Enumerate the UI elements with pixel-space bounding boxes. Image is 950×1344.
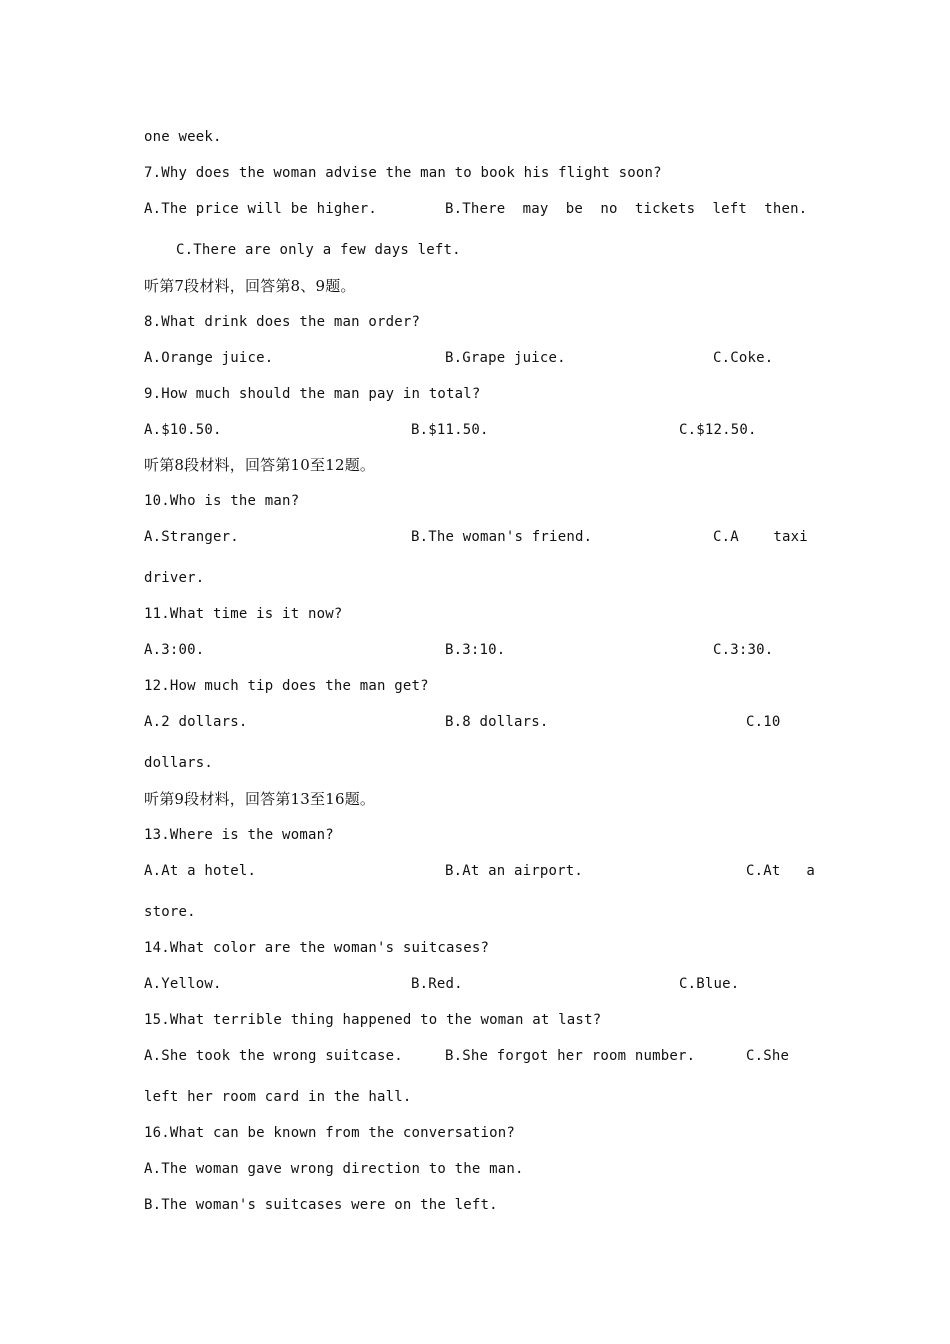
q14-option-c: C.Blue. bbox=[679, 976, 740, 992]
q7-option-a: A.The price will be higher. bbox=[144, 201, 377, 217]
q11-option-b: B.3:10. bbox=[445, 642, 506, 658]
q7-option-c: C.There are only a few days left. bbox=[176, 242, 461, 258]
q9-option-a: A.$10.50. bbox=[144, 422, 222, 438]
q14-option-a: A.Yellow. bbox=[144, 976, 222, 992]
q9-option-b: B.$11.50. bbox=[411, 422, 489, 438]
q14-option-b: B.Red. bbox=[411, 976, 463, 992]
question-9: 9.How much should the man pay in total? bbox=[144, 386, 481, 402]
q15-option-b: B.She forgot her room number. bbox=[445, 1048, 696, 1064]
q13-option-a: A.At a hotel. bbox=[144, 863, 257, 879]
section-8-instruction: 听第8段材料，回答第10至12题。 bbox=[144, 456, 376, 474]
q13-option-b: B.At an airport. bbox=[445, 863, 584, 879]
question-10: 10.Who is the man? bbox=[144, 493, 300, 509]
q16-option-a: A.The woman gave wrong direction to the man. bbox=[144, 1161, 524, 1177]
section-7-instruction: 听第7段材料，回答第8、9题。 bbox=[144, 277, 356, 295]
continuation-line: one week. bbox=[144, 129, 222, 145]
q12-option-c-continued: dollars. bbox=[144, 755, 214, 771]
question-8: 8.What drink does the man order? bbox=[144, 314, 421, 330]
q10-option-a: A.Stranger. bbox=[144, 529, 239, 545]
q7-option-b: B.There may be no tickets left then. bbox=[445, 201, 808, 217]
question-11: 11.What time is it now? bbox=[144, 606, 343, 622]
question-16: 16.What can be known from the conversation? bbox=[144, 1125, 516, 1141]
q12-option-a: A.2 dollars. bbox=[144, 714, 248, 730]
q13-option-c: C.At a bbox=[746, 863, 816, 879]
q9-option-c: C.$12.50. bbox=[679, 422, 757, 438]
q15-option-c: C.She bbox=[746, 1048, 790, 1064]
q8-option-a: A.Orange juice. bbox=[144, 350, 274, 366]
q10-option-b: B.The woman's friend. bbox=[411, 529, 593, 545]
q11-option-a: A.3:00. bbox=[144, 642, 205, 658]
question-13: 13.Where is the woman? bbox=[144, 827, 334, 843]
question-12: 12.How much tip does the man get? bbox=[144, 678, 429, 694]
q8-option-c: C.Coke. bbox=[713, 350, 774, 366]
q10-option-c: C.A taxi bbox=[713, 529, 808, 545]
q10-option-c-continued: driver. bbox=[144, 570, 205, 586]
q15-option-a: A.She took the wrong suitcase. bbox=[144, 1048, 403, 1064]
question-7: 7.Why does the woman advise the man to book his flight soon? bbox=[144, 165, 662, 181]
q15-option-c-continued: left her room card in the hall. bbox=[144, 1089, 412, 1105]
question-15: 15.What terrible thing happened to the woman at last? bbox=[144, 1012, 602, 1028]
q11-option-c: C.3:30. bbox=[713, 642, 774, 658]
q12-option-b: B.8 dollars. bbox=[445, 714, 549, 730]
q12-option-c: C.10 bbox=[746, 714, 781, 730]
q13-option-c-continued: store. bbox=[144, 904, 196, 920]
question-14: 14.What color are the woman's suitcases? bbox=[144, 940, 490, 956]
q16-option-b: B.The woman's suitcases were on the left. bbox=[144, 1197, 498, 1213]
q8-option-b: B.Grape juice. bbox=[445, 350, 566, 366]
section-9-instruction: 听第9段材料，回答第13至16题。 bbox=[144, 790, 376, 808]
